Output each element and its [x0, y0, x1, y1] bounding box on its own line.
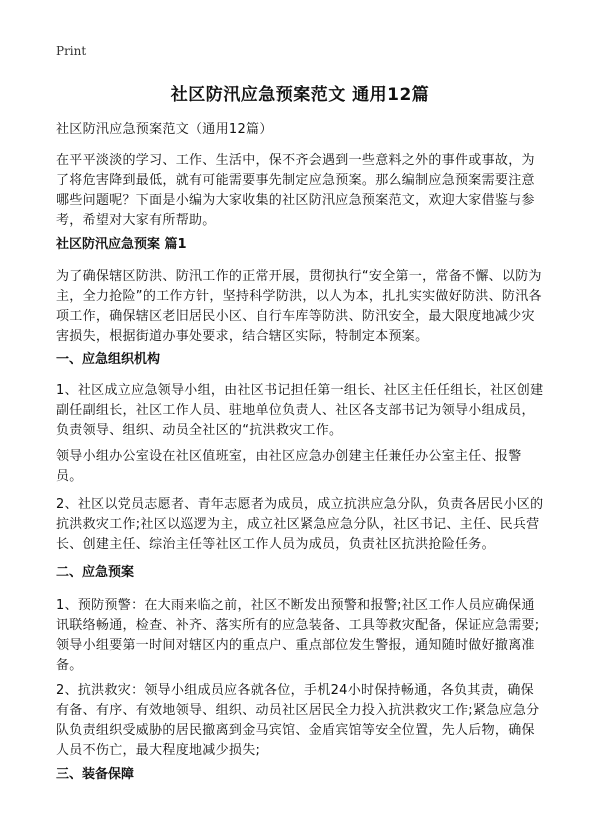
section-heading-1: 社区防汛应急预案 篇1	[56, 237, 187, 252]
page-title: 社区防汛应急预案范文 通用12篇	[170, 85, 430, 105]
article-subtitle: 社区防汛应急预案范文（通用12篇）	[56, 122, 273, 137]
org-paragraph-3: 2、社区以党员志愿者、青年志愿者为成员，成立抗洪应急分队，负责各居民小区的抗洪救灾工作;社区以巡逻为主，成立社区紧急应急分队，社区书记、主任、民兵营长、创建主任、综治主任等社区工作人员为成员，负责社区抗洪抢险任务。	[56, 497, 544, 552]
heading-org: 一、应急组织机构	[56, 352, 161, 367]
intro-paragraph: 在平平淡淡的学习、工作、生活中，保不齐会遇到一些意料之外的事件或事故，为了将危害降到最低，就有可能需要事先制定应急预案。那么编制应急预案需要注意哪些问题呢？下面是小编为大家收集的社区防汛应急预案范文，欢迎大家借鉴与参考，希望对大家有所帮助。	[56, 153, 535, 228]
heading-equipment: 三、装备保障	[56, 767, 135, 782]
plan-paragraph-1: 1、预防预警：在大雨来临之前，社区不断发出预警和报警;社区工作人员应确保通讯联络畅通，检查、补齐、落实所有的应急装备、工具等救灾配备，保证应急需要;领导小组要第一时间对辖区内的重点户、重点部位发生警报，通知随时做好撤离准备。	[56, 598, 540, 673]
section1-intro-paragraph: 为了确保辖区防洪、防汛工作的正常开展，贯彻执行“安全第一，常备不懈、以防为主，全力抢险”的工作方针，坚持科学防洪，以人为本，扎扎实实做好防洪、防汛各项工作，确保辖区老旧居民小区、自行车库等防洪、防汛安全，最大限度地减少灾害损失，根据街道办事处要求，结合辖区实际，特制定本预案。	[56, 269, 542, 344]
org-paragraph-1: 1、社区成立应急领导小组，由社区书记担任第一组长、社区主任任组长，社区创建副任副组长，社区工作人员、驻地单位负责人、社区各支部书记为领导小组成员，负责领导、组织、动员全社区的“抗洪救灾工作。	[56, 383, 544, 438]
plan-paragraph-2: 2、抗洪救灾：领导小组成员应各就各位，手机24小时保持畅通，各负其责，确保有备、有序、有效地领导、组织、动员社区居民全力投入抗洪救灾工作;紧急应急分队负责组织受威胁的居民撤离到金马宾馆、金盾宾馆等安全位置，先人后物，确保人员不伤亡，最大程度地减少损失;	[56, 683, 540, 758]
heading-plan: 二、应急预案	[56, 565, 135, 580]
print-link[interactable]: Print	[56, 44, 87, 58]
org-paragraph-2: 领导小组办公室设在社区值班室，由社区应急办创建主任兼任办公室主任、报警员。	[56, 449, 522, 484]
